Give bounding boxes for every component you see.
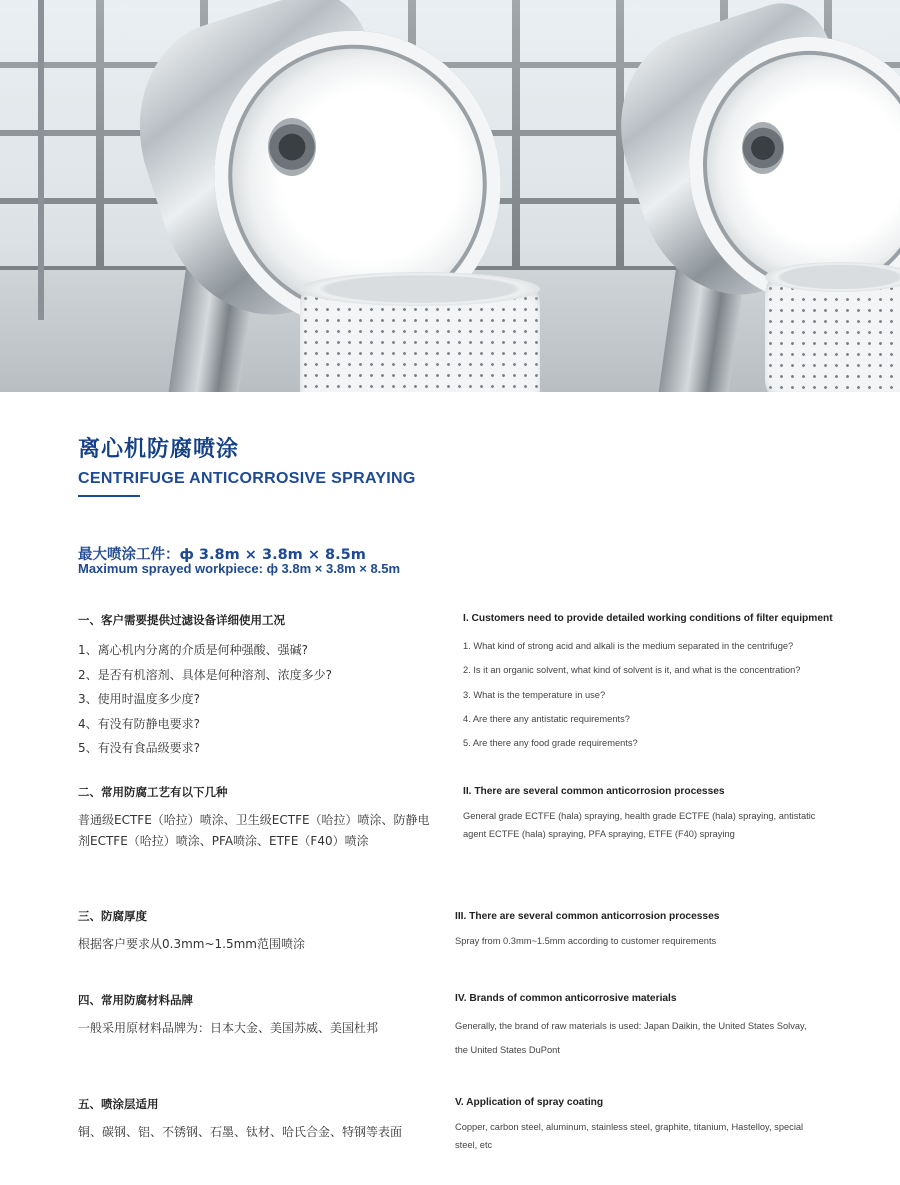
section-5-chinese [78,1096,450,1143]
list-item: 1、离心机内分离的介质是何种强酸、强碱? [78,643,309,657]
title-underline [78,495,140,497]
list-item: 根据客户要求从0.3mm~1.5mm范围喷涂 [78,937,305,951]
section-heading: IV. Brands of common anticorrosive materials [455,993,677,1004]
list-item: Generally, the brand of raw materials is used: Japan Daikin, the United States Solvay, [455,1021,807,1031]
list-item: 2、是否有机溶剂、具体是何种溶剂、浓度多少? [78,667,333,682]
section-heading: 二、常用防腐工艺有以下几种 [78,785,228,799]
vertical-pipe [38,0,44,320]
list-item: 4. Are there any antistatic requirements? [463,713,630,724]
section-heading: III. There are several common anticorrosion processes [455,911,720,922]
page-title-chinese: 离心机防腐喷涂 [78,437,240,462]
section-heading: 一、客户需要提供过滤设备详细使用工况 [78,613,285,627]
section-heading: II. There are several common anticorrosion processes [463,786,725,797]
list-item: General grade ECTFE (hala) spraying, health grade ECTFE (hala) spraying, antistatic [463,811,816,821]
section-4-english [455,993,885,1063]
max-workpiece-chinese: 最大喷涂工件：ф 3.8m × 3.8m × 8.5m [78,547,366,563]
list-item: 5. Are there any food grade requirements? [463,738,638,749]
list-item: 一般采用原材料品牌为：日本大金、美国苏威、美国杜邦 [78,1021,379,1035]
list-item: steel, etc [455,1140,493,1150]
list-item: Spray from 0.3mm~1.5mm according to customer requirements [455,936,717,946]
right-centrifuge-hub [742,122,784,174]
left-centrifuge-hub [268,118,316,176]
list-item: 剂ECTFE（哈拉）喷涂、PFA喷涂、ETFE（F40）喷涂 [78,834,369,848]
section-2-english [463,786,883,843]
list-item: the United States DuPont [455,1045,560,1056]
list-item: 1. What kind of strong acid and alkali is the medium separated in the centrifuge? [463,641,794,651]
list-item: Copper, carbon steel, aluminum, stainless steel, graphite, titanium, Hastelloy, special [455,1122,804,1132]
list-item: 普通级ECTFE（哈拉）喷涂、卫生级ECTFE（哈拉）喷涂、防静电 [78,813,430,827]
max-workpiece-english: Maximum sprayed workpiece: ф 3.8m × 3.8m × 8.5m [78,561,401,576]
section-heading: 五、喷涂层适用 [78,1097,159,1111]
section-1-english [463,613,883,755]
section-4-chinese [78,992,450,1039]
section-1-chinese [78,612,450,761]
list-item: 3、使用时温度多少度? [78,692,201,706]
list-item: 2. Is it an organic solvent, what kind of solvent is it, and what is the concentration? [463,665,801,676]
list-item: agent ECTFE (hala) spraying, PFA spraying, ETFE (F40) spraying [463,829,735,839]
section-2-chinese [78,784,458,852]
hero-photo-centrifuges [0,0,900,392]
list-item: 5、有没有食品级要求? [78,741,201,755]
left-basket-rim [300,272,540,306]
section-5-english [455,1097,885,1154]
section-heading: I. Customers need to provide detailed working conditions of filter equipment [463,613,833,624]
section-heading: V. Application of spray coating [455,1097,604,1108]
section-heading: 四、常用防腐材料品牌 [78,993,193,1007]
section-3-chinese [78,908,450,955]
list-item: 4、有没有防静电要求? [78,716,201,731]
list-item: 铜、碳钢、铝、不锈钢、石墨、钛材、哈氏合金、特钢等表面 [78,1125,403,1139]
section-3-english [455,911,883,950]
section-heading: 三、防腐厚度 [78,909,147,923]
list-item: 3. What is the temperature in use? [463,689,606,700]
page-title-english: CENTRIFUGE ANTICORROSIVE SPRAYING [78,470,416,487]
